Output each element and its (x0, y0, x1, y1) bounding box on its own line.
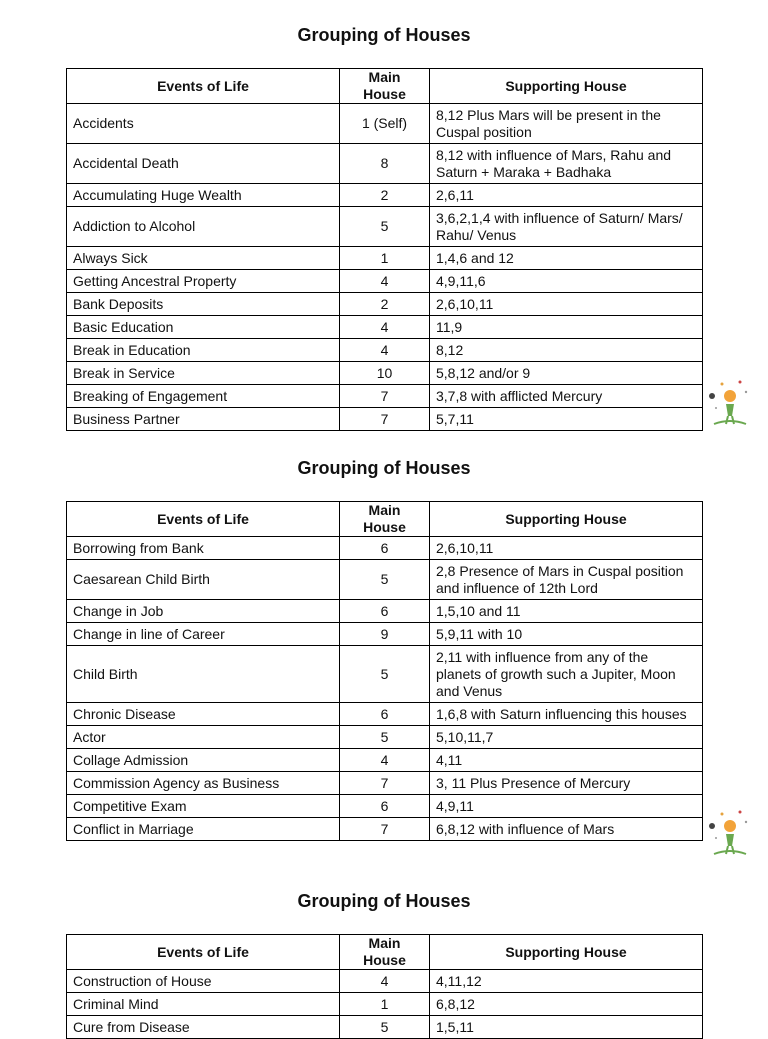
supporting-house-cell: 2,6,11 (430, 184, 703, 207)
supporting-house-cell: 4,11,12 (430, 970, 703, 993)
table-row (67, 600, 703, 623)
table-header-row (67, 69, 703, 104)
main-house-cell: 5 (340, 207, 430, 247)
table-row (67, 818, 703, 841)
event-cell: Basic Education (67, 316, 340, 339)
table-row (67, 247, 703, 270)
houses-table-1 (66, 68, 703, 431)
event-cell: Child Birth (67, 646, 340, 703)
header-supporting-house: Supporting House (430, 69, 703, 104)
main-house-cell: 7 (340, 385, 430, 408)
event-cell: Bank Deposits (67, 293, 340, 316)
event-cell: Actor (67, 726, 340, 749)
main-house-cell: 4 (340, 339, 430, 362)
header-supporting-house: Supporting House (430, 935, 703, 970)
header-events: Events of Life (67, 502, 340, 537)
event-cell: Change in Job (67, 600, 340, 623)
main-house-cell: 5 (340, 726, 430, 749)
main-house-cell: 8 (340, 144, 430, 184)
main-house-cell: 4 (340, 970, 430, 993)
supporting-house-cell: 1,5,10 and 11 (430, 600, 703, 623)
event-cell: Always Sick (67, 247, 340, 270)
main-house-cell: 7 (340, 818, 430, 841)
supporting-house-cell: 4,9,11 (430, 795, 703, 818)
section-3-title: Grouping of Houses (297, 891, 471, 911)
event-cell: Commission Agency as Business (67, 772, 340, 795)
table-row (67, 623, 703, 646)
houses-table-3 (66, 934, 703, 1039)
event-cell: Breaking of Engagement (67, 385, 340, 408)
main-house-cell: 6 (340, 703, 430, 726)
supporting-house-cell: 2,6,10,11 (430, 537, 703, 560)
event-cell: Accidents (67, 104, 340, 144)
event-cell: Break in Education (67, 339, 340, 362)
table-row (67, 703, 703, 726)
table-row (67, 726, 703, 749)
table-row (67, 795, 703, 818)
table-row (67, 104, 703, 144)
event-cell: Borrowing from Bank (67, 537, 340, 560)
header-main-house: Main House (340, 502, 430, 537)
table-row (67, 537, 703, 560)
supporting-house-cell: 11,9 (430, 316, 703, 339)
section-2-title: Grouping of Houses (297, 458, 471, 478)
main-house-cell: 4 (340, 316, 430, 339)
event-cell: Collage Admission (67, 749, 340, 772)
supporting-house-cell: 2,11 with influence from any of the planets of growth such a Jupiter, Moon and Venus (430, 646, 703, 703)
table-row (67, 270, 703, 293)
supporting-house-cell: 4,9,11,6 (430, 270, 703, 293)
main-house-cell: 1 (340, 993, 430, 1016)
header-events: Events of Life (67, 935, 340, 970)
supporting-house-cell: 6,8,12 with influence of Mars (430, 818, 703, 841)
header-main-house: Main House (340, 935, 430, 970)
supporting-house-cell: 8,12 with influence of Mars, Rahu and Saturn + Maraka + Badhaka (430, 144, 703, 184)
event-cell: Change in line of Career (67, 623, 340, 646)
event-cell: Accumulating Huge Wealth (67, 184, 340, 207)
supporting-house-cell: 5,7,11 (430, 408, 703, 431)
table-row (67, 1016, 703, 1039)
table-header-row (67, 502, 703, 537)
main-house-cell: 5 (340, 646, 430, 703)
main-house-cell: 9 (340, 623, 430, 646)
main-house-cell: 1 (340, 247, 430, 270)
supporting-house-cell: 3,7,8 with afflicted Mercury (430, 385, 703, 408)
main-house-cell: 5 (340, 1016, 430, 1039)
event-cell: Cure from Disease (67, 1016, 340, 1039)
supporting-house-cell: 3, 11 Plus Presence of Mercury (430, 772, 703, 795)
event-cell: Addiction to Alcohol (67, 207, 340, 247)
supporting-house-cell: 1,5,11 (430, 1016, 703, 1039)
event-cell: Construction of House (67, 970, 340, 993)
table-row (67, 362, 703, 385)
table-row (67, 207, 703, 247)
houses-table-2 (66, 501, 703, 841)
table-row (67, 184, 703, 207)
table-row (67, 385, 703, 408)
table-row (67, 293, 703, 316)
event-cell: Conflict in Marriage (67, 818, 340, 841)
supporting-house-cell: 5,9,11 with 10 (430, 623, 703, 646)
main-house-cell: 7 (340, 772, 430, 795)
supporting-house-cell: 5,8,12 and/or 9 (430, 362, 703, 385)
table-row (67, 970, 703, 993)
supporting-house-cell: 6,8,12 (430, 993, 703, 1016)
main-house-cell: 4 (340, 749, 430, 772)
supporting-house-cell: 2,8 Presence of Mars in Cuspal position and influence of 12th Lord (430, 560, 703, 600)
astrology-logo-icon (706, 374, 754, 430)
main-house-cell: 6 (340, 795, 430, 818)
supporting-house-cell: 2,6,10,11 (430, 293, 703, 316)
table-row (67, 316, 703, 339)
main-house-cell: 10 (340, 362, 430, 385)
event-cell: Business Partner (67, 408, 340, 431)
table-header-row (67, 935, 703, 970)
event-cell: Getting Ancestral Property (67, 270, 340, 293)
table-row (67, 772, 703, 795)
event-cell: Competitive Exam (67, 795, 340, 818)
table-row (67, 993, 703, 1016)
event-cell: Criminal Mind (67, 993, 340, 1016)
supporting-house-cell: 1,4,6 and 12 (430, 247, 703, 270)
supporting-house-cell: 8,12 (430, 339, 703, 362)
event-cell: Break in Service (67, 362, 340, 385)
table-row (67, 749, 703, 772)
event-cell: Chronic Disease (67, 703, 340, 726)
main-house-cell: 4 (340, 270, 430, 293)
supporting-house-cell: 5,10,11,7 (430, 726, 703, 749)
main-house-cell: 7 (340, 408, 430, 431)
supporting-house-cell: 4,11 (430, 749, 703, 772)
main-house-cell: 5 (340, 560, 430, 600)
supporting-house-cell: 8,12 Plus Mars will be present in the Cuspal position (430, 104, 703, 144)
header-main-house: Main House (340, 69, 430, 104)
table-row (67, 339, 703, 362)
main-house-cell: 2 (340, 293, 430, 316)
section-1-title: Grouping of Houses (297, 25, 471, 45)
header-events: Events of Life (67, 69, 340, 104)
main-house-cell: 1 (Self) (340, 104, 430, 144)
event-cell: Caesarean Child Birth (67, 560, 340, 600)
main-house-cell: 6 (340, 537, 430, 560)
header-supporting-house: Supporting House (430, 502, 703, 537)
supporting-house-cell: 1,6,8 with Saturn influencing this houses (430, 703, 703, 726)
table-row (67, 144, 703, 184)
astrology-logo-icon (706, 804, 754, 860)
table-row (67, 560, 703, 600)
table-row (67, 646, 703, 703)
table-row (67, 408, 703, 431)
event-cell: Accidental Death (67, 144, 340, 184)
main-house-cell: 2 (340, 184, 430, 207)
main-house-cell: 6 (340, 600, 430, 623)
supporting-house-cell: 3,6,2,1,4 with influence of Saturn/ Mars/ Rahu/ Venus (430, 207, 703, 247)
